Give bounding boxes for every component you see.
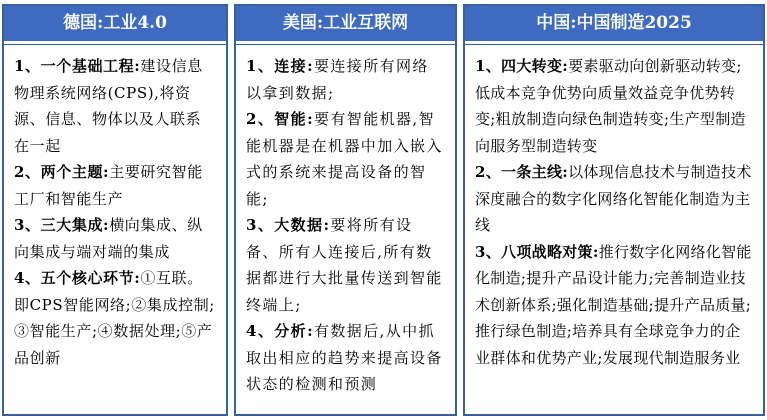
list-item — [14, 212, 216, 265]
item-separator: : — [592, 242, 599, 261]
item-keyword: 一条主线 — [501, 163, 563, 181]
item-number: 1、 — [14, 57, 41, 75]
list-item — [246, 53, 445, 106]
item-text: 主要研究智能工厂和智能生产 — [14, 163, 203, 208]
list-item — [246, 106, 445, 212]
column-usa — [234, 4, 457, 416]
column-title: 德国:工业4.0 — [4, 6, 226, 44]
item-keyword: 智能 — [274, 110, 308, 128]
item-number: 2、 — [14, 163, 41, 181]
list-item — [475, 159, 753, 239]
item-separator: : — [323, 216, 331, 234]
list-item — [14, 265, 216, 371]
item-number: 3、 — [14, 216, 41, 234]
item-text: ①互联。即CPS智能网络;②集成控制;③智能生产;④数据处理;⑤产品创新 — [14, 269, 215, 367]
item-text: 要连接所有网络以拿到数据; — [246, 57, 429, 102]
item-keyword: 一个基础工程 — [40, 57, 135, 75]
item-number: 3、 — [475, 242, 502, 261]
list-item — [475, 53, 753, 159]
column-body — [465, 44, 763, 371]
item-text: 要有智能机器,智能机器是在机器中加入嵌入式的系统来提高设备的智能; — [246, 110, 443, 208]
column-title: 中国:中国制造2025 — [465, 6, 763, 44]
item-keyword: 两个主题 — [40, 163, 104, 181]
item-keyword: 三大集成 — [40, 216, 104, 234]
item-keyword: 八项战略对策 — [501, 242, 593, 261]
item-separator: : — [103, 216, 110, 234]
item-separator: : — [307, 57, 314, 75]
list-item — [246, 212, 445, 318]
item-separator: : — [134, 57, 141, 75]
item-keyword: 五个核心环节 — [40, 269, 135, 287]
item-separator: : — [307, 322, 314, 340]
item-keyword: 连接 — [274, 57, 308, 75]
item-number: 4、 — [14, 269, 41, 287]
item-separator: : — [307, 110, 314, 128]
item-number: 3、 — [246, 216, 275, 234]
item-number: 2、 — [246, 110, 275, 128]
item-text: 要素驱动向创新驱动转变;低成本竞争优势向质量效益竞争优势转变;粗放制造向绿色制造转变;生产型制造向服务型制造转变 — [475, 57, 746, 155]
item-number: 1、 — [246, 57, 275, 75]
list-item — [14, 53, 216, 159]
item-keyword: 分析 — [274, 322, 308, 340]
item-text: 要将所有设备、所有人连接后,所有数据都进行大批量传送到智能终端上; — [246, 216, 443, 314]
item-text: 横向集成、纵向集成与端对端的集成 — [14, 216, 203, 261]
item-separator: : — [562, 163, 569, 181]
item-keyword: 大数据 — [274, 216, 324, 234]
item-number: 2、 — [475, 163, 502, 181]
item-separator: : — [562, 57, 569, 75]
list-item — [475, 239, 753, 372]
item-text: 建设信息物理系统网络(CPS),将资源、信息、物体以及人联系在一起 — [14, 57, 203, 155]
item-separator: : — [103, 163, 110, 181]
list-item — [14, 159, 216, 212]
column-body — [236, 44, 455, 398]
item-text: 以体现信息技术与制造技术深度融合的数字化网络化智能化制造为主线 — [475, 163, 752, 234]
list-item — [246, 318, 445, 398]
column-germany — [2, 4, 228, 416]
item-text: 有数据后,从中抓取出相应的趋势来提高设备状态的检测和预测 — [246, 322, 443, 393]
item-separator: : — [134, 269, 141, 287]
item-number: 1、 — [475, 57, 502, 75]
column-title: 美国:工业互联网 — [236, 6, 455, 44]
item-number: 4、 — [246, 322, 275, 340]
column-china — [463, 4, 765, 416]
item-keyword: 四大转变 — [501, 57, 563, 75]
item-text: 推行数字化网络化智能化制造;提升产品设计能力;完善制造业技术创新体系;强化制造基础;提升产品质量;推行绿色制造;培养具有全球竞争力的企业群体和优势产业;发展现代制造服务业 — [475, 242, 752, 367]
column-body — [4, 44, 226, 371]
